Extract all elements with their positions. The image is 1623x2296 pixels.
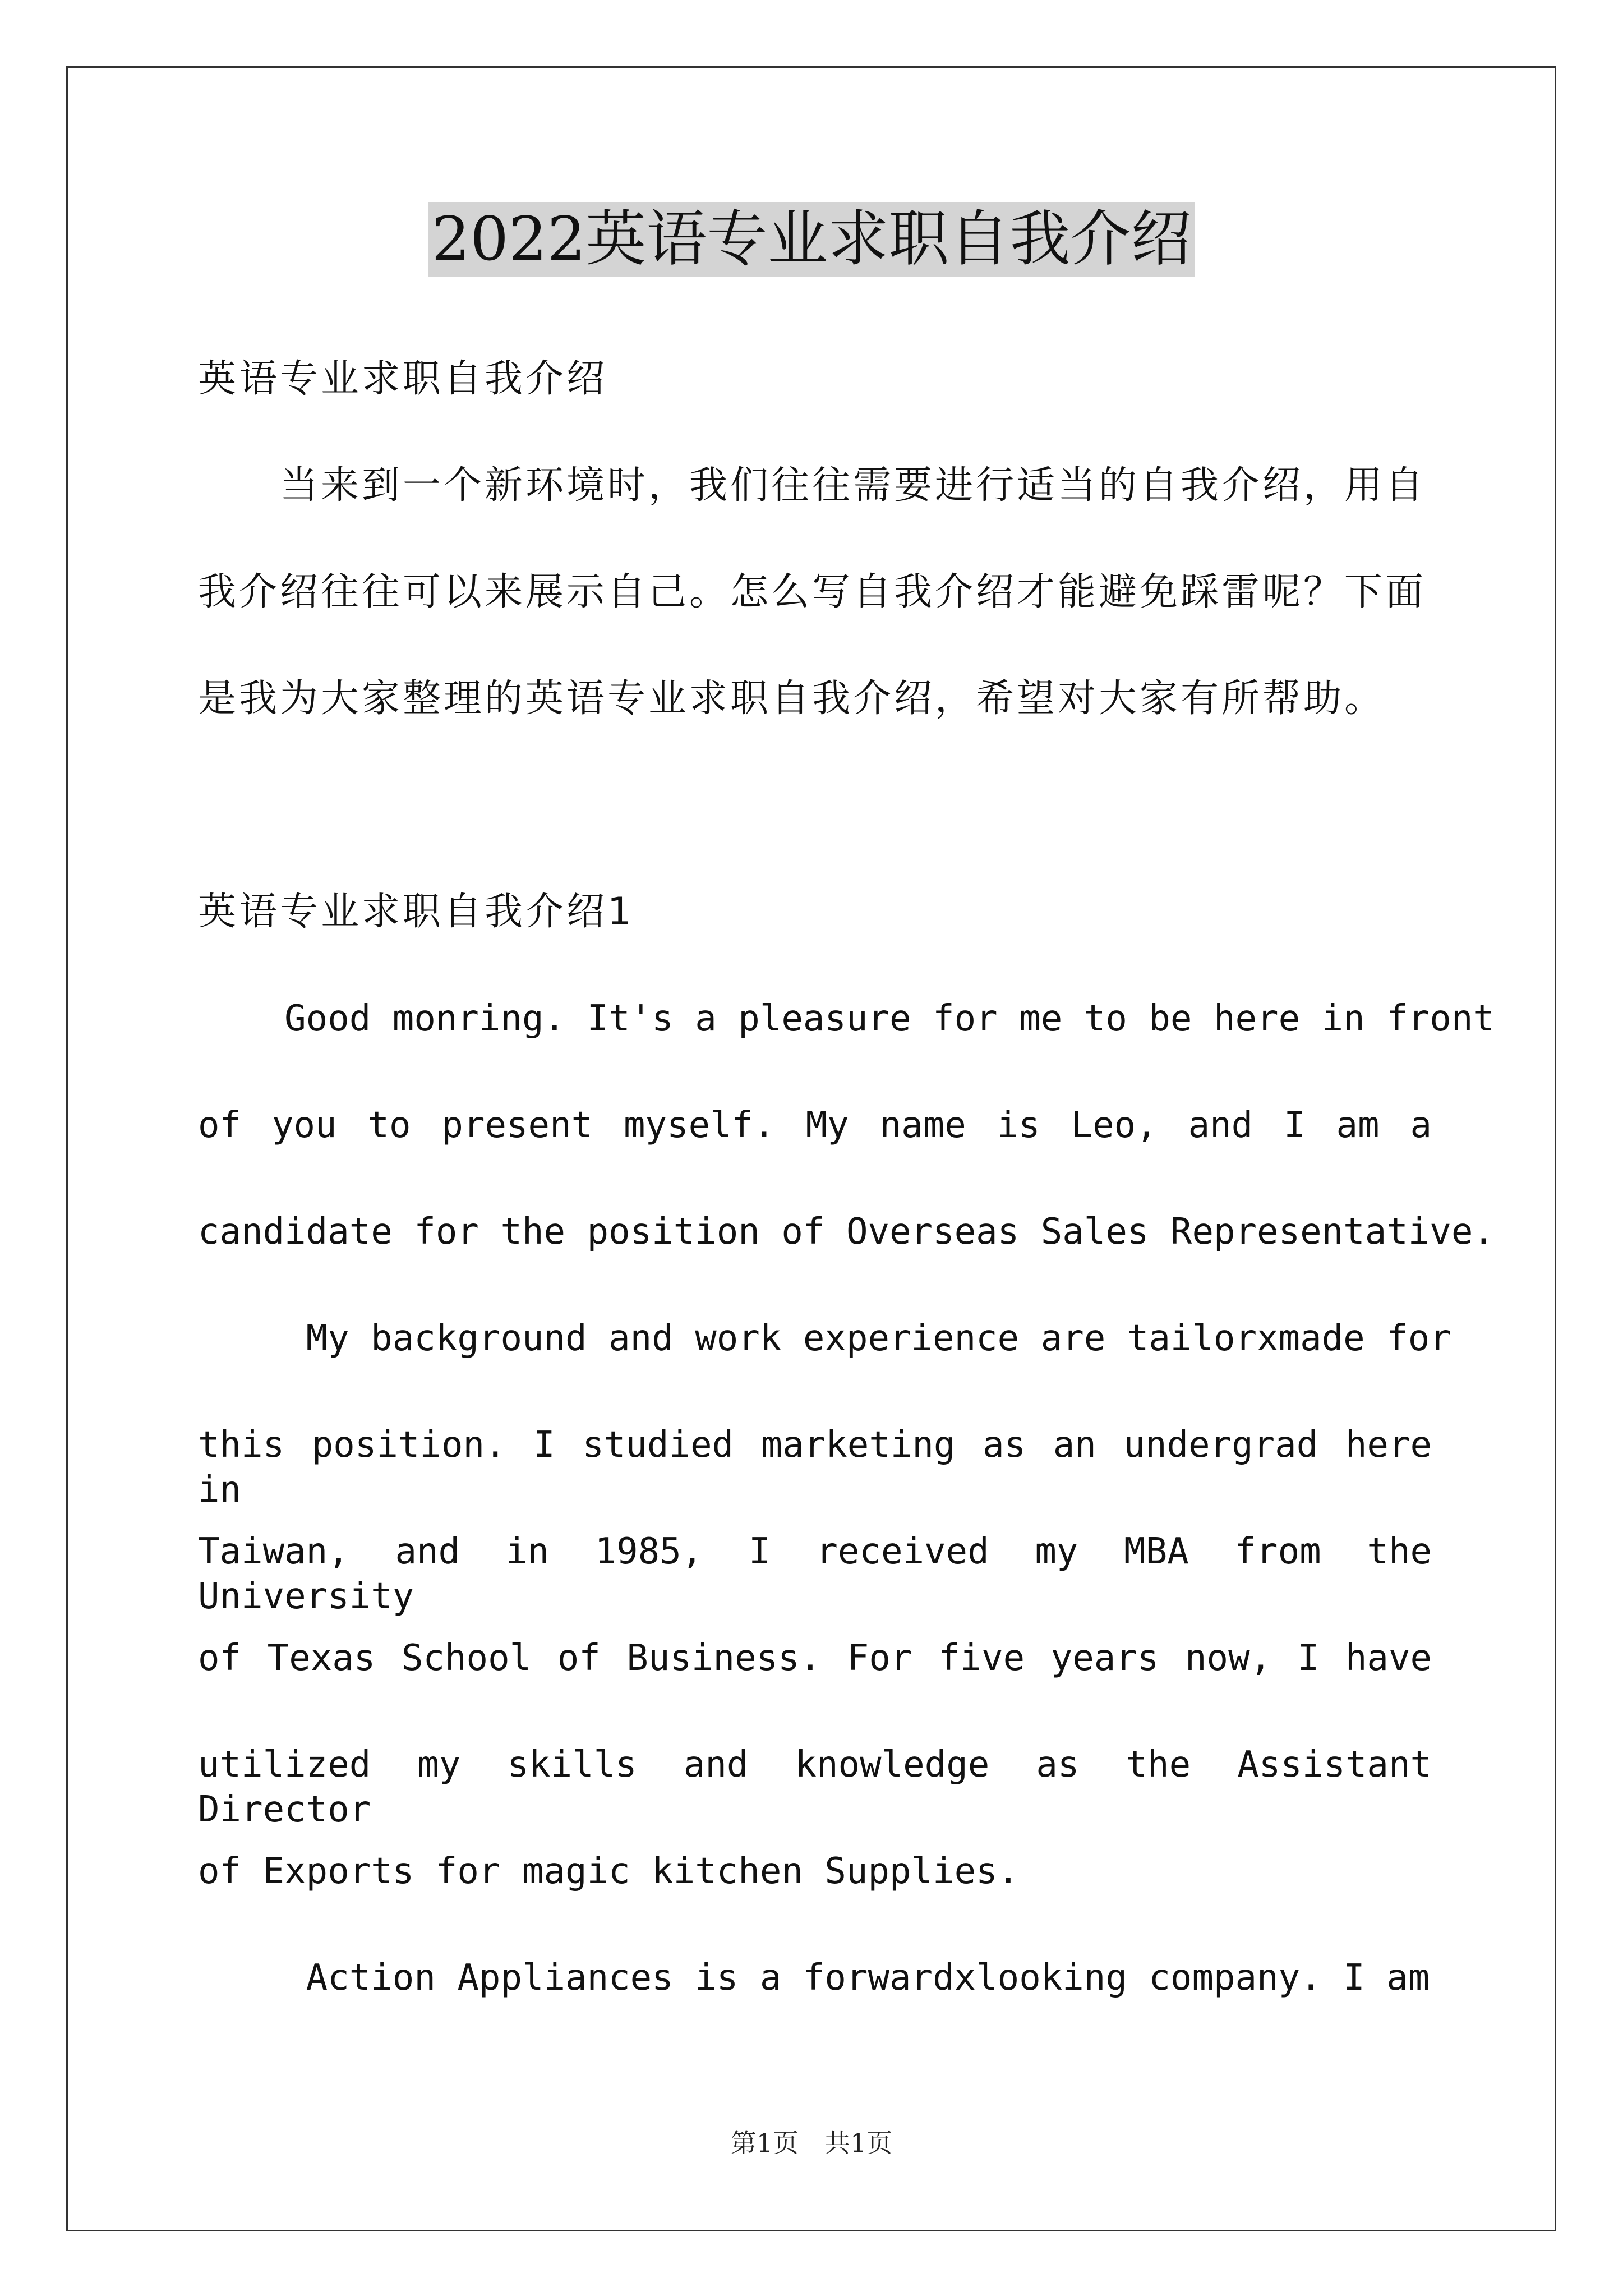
subtitle: 英语专业求职自我介绍 [198, 357, 608, 401]
section-heading: 英语专业求职自我介绍1 [198, 890, 635, 934]
intro-line: 当来到一个新环境时，我们往往需要进行适当的自我介绍，用自 [198, 463, 1427, 508]
page-footer: 第1页 共1页 [730, 2128, 893, 2158]
body-line: utilized my skills and knowledge as the Assistant Director [198, 1744, 1432, 1830]
body-line: Taiwan, and in 1985, I received my MBA from the University [198, 1531, 1432, 1617]
body-line: Good monring. It's a pleasure for me to be here in front [198, 998, 1495, 1039]
body-line: candidate for the position of Overseas Sales Representative. [198, 1211, 1495, 1253]
intro-line: 是我为大家整理的英语专业求职自我介绍，希望对大家有所帮助。 [198, 677, 1386, 721]
document-title: 2022英语专业求职自我介绍 [428, 202, 1195, 277]
body-line: of you to present myself. My name is Leo, and I am a [198, 1105, 1432, 1146]
intro-line: 我介绍往往可以来展示自己。怎么写自我介绍才能避免踩雷呢？下面 [198, 570, 1427, 614]
body-line: My background and work experience are tailorxmade for [198, 1318, 1451, 1359]
body-line: Action Appliances is a forwardxlooking company. I am [198, 1957, 1430, 1999]
body-line: of Exports for magic kitchen Supplies. [198, 1851, 1020, 1892]
title-container [0, 202, 1623, 277]
body-line: of Texas School of Business. For five years now, I have [198, 1637, 1432, 1679]
body-line: this position. I studied marketing as an undergrad here in [198, 1424, 1432, 1511]
